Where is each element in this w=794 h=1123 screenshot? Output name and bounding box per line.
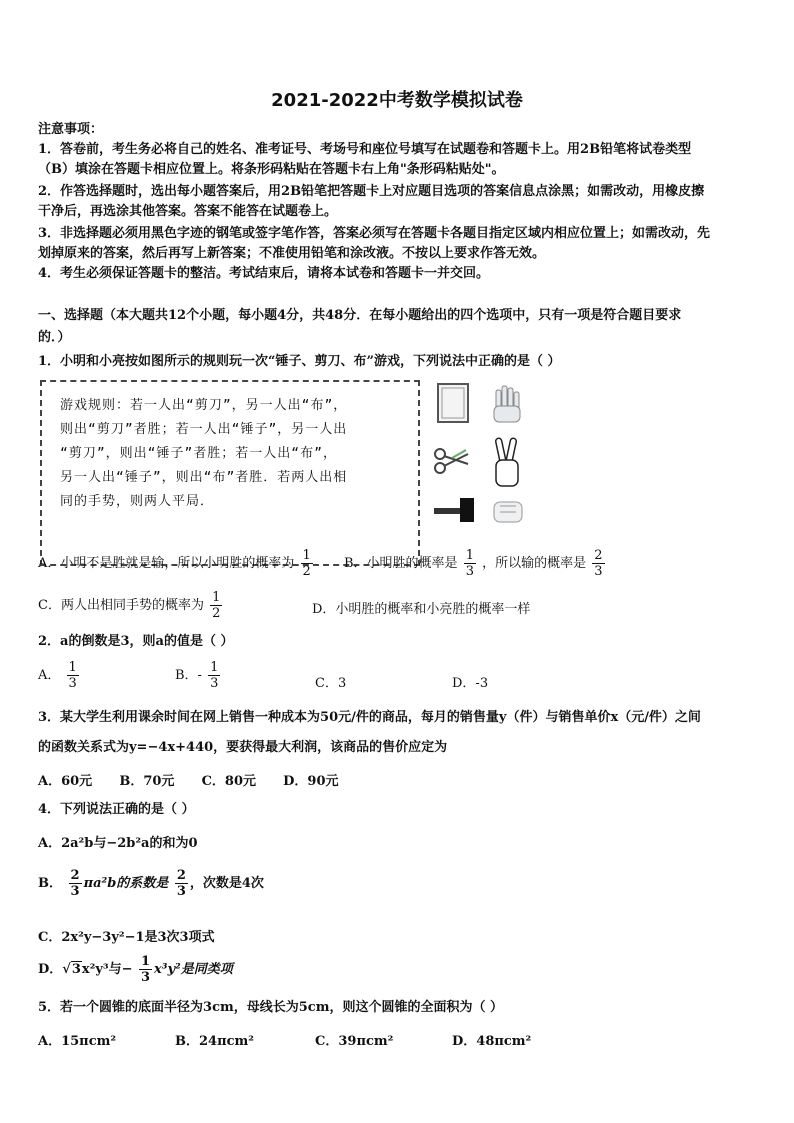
fraction-two-thirds: $\frac{2}{3}$ bbox=[70, 868, 80, 899]
q2-option-a[interactable]: A． $\frac{1}{3}$ bbox=[38, 660, 77, 691]
q5-option-d[interactable]: D．48πcm² bbox=[452, 1034, 532, 1049]
notice-line: （B）填涂在答题卡相应位置上。将条形码粘贴在答题卡右上角"条形码粘贴处"。 bbox=[38, 162, 505, 177]
q1-stem: 1．小明和小亮按如图所示的规则玩一次“锤子、剪刀、布”游戏，下列说法中正确的是（ ） bbox=[38, 354, 561, 369]
paper-icon bbox=[438, 384, 468, 422]
q2-stem: 2．a的倒数是3，则a的值是（ ） bbox=[38, 634, 234, 649]
notice-line: 2．作答选择题时，选出每小题答案后，用2B铅笔把答题卡上对应题目选项的答案信息点涂黑；如需改动，用橡皮擦 bbox=[38, 184, 705, 199]
q1-option-c[interactable]: C．两人出相同手势的概率为 $\frac{1}{2}$ bbox=[38, 590, 221, 621]
fraction-one-third: $\frac{1}{3}$ bbox=[465, 548, 474, 579]
q1-option-a[interactable]: A．小明不是胜就是输，所以小明胜的概率为 $\frac{1}{2}$ bbox=[38, 548, 311, 579]
rules-line: 同的手势，则两人平局． bbox=[60, 494, 215, 509]
rules-line: 则出“剪刀”者胜；若一人出“锤子”，另一人出 bbox=[60, 422, 348, 437]
victory-hand-icon bbox=[495, 438, 518, 486]
q4-stem: 4．下列说法正确的是（ ） bbox=[38, 802, 195, 817]
sqrt-sign: √ bbox=[62, 962, 71, 977]
notice-line: 划掉原来的答案，然后再写上新答案；不准使用铅笔和涂改液。不按以上要求作答无效。 bbox=[38, 246, 546, 261]
q1-option-d[interactable]: D．小明胜的概率和小亮胜的概率一样 bbox=[312, 602, 531, 617]
section-heading-cont: 的．） bbox=[38, 330, 71, 345]
gesture-images bbox=[432, 380, 532, 540]
q3-stem-cont: 的函数关系式为y=−4x+440，要获得最大利润，该商品的售价应定为 bbox=[38, 740, 448, 755]
q2-option-d[interactable]: D．-3 bbox=[452, 676, 489, 691]
q4-option-d[interactable]: D．√3x²y³与− $\frac{1}{3}$ x³y²是同类项 bbox=[38, 954, 233, 985]
fraction-one-third: $\frac{1}{3}$ bbox=[141, 954, 151, 985]
q2-option-c[interactable]: C．3 bbox=[315, 676, 347, 691]
q3-options[interactable]: A．60元 B．70元 C．80元 D．90元 bbox=[38, 774, 339, 789]
q5-option-c[interactable]: C．39πcm² bbox=[315, 1034, 394, 1049]
page-title: 2021-2022中考数学模拟试卷 bbox=[271, 90, 523, 111]
q5-stem: 5．若一个圆锥的底面半径为3cm，母线长为5cm，则这个圆锥的全面积为（ ） bbox=[38, 1000, 504, 1015]
fraction-one-third: $\frac{1}{3}$ bbox=[68, 660, 77, 691]
q5-option-a[interactable]: A．15πcm² bbox=[38, 1034, 117, 1049]
fraction-two-thirds: $\frac{2}{3}$ bbox=[176, 868, 186, 899]
fraction-one-third: $\frac{1}{3}$ bbox=[210, 660, 219, 691]
rules-text bbox=[60, 394, 410, 514]
q3-stem: 3．某大学生利用课余时间在网上销售一种成本为50元/件的商品，每月的销售量y（件）与销售单价x（元/件）之间 bbox=[38, 710, 701, 725]
scissors-icon bbox=[435, 449, 468, 473]
notice-line: 4．考生必须保证答题卡的整洁。考试结束后，请将本试卷和答题卡一并交回。 bbox=[38, 266, 490, 281]
q4-option-a[interactable]: A．2a²b与−2b²a的和为0 bbox=[38, 836, 198, 851]
fraction-one-half: $\frac{1}{2}$ bbox=[302, 548, 311, 579]
q4-option-c[interactable]: C．2x²y−3y²−1是3次3项式 bbox=[38, 930, 215, 945]
section-heading: 一、选择题（本大题共12个小题，每小题4分，共48分．在每小题给出的四个选项中，只有一项是符合题目要求 bbox=[38, 308, 682, 323]
q4-option-b[interactable]: B． $\frac{2}{3}$ πa²b的系数是 $\frac{2}{3}$ ，次数是4次 bbox=[38, 868, 264, 899]
rules-line: “剪刀”，则出“锤子”者胜；若一人出“布”， bbox=[60, 446, 337, 461]
fraction-one-half: $\frac{1}{2}$ bbox=[212, 590, 221, 621]
notice-line: 干净后，再选涂其他答案。答案不能答在试题卷上。 bbox=[38, 204, 338, 219]
hammer-icon bbox=[434, 498, 474, 522]
q1-option-b[interactable]: B．小明胜的概率是 $\frac{1}{3}$ ，所以输的概率是 $\frac{2}{3}$ bbox=[344, 548, 603, 579]
q5-option-b[interactable]: B．24πcm² bbox=[175, 1034, 254, 1049]
rules-line: 另一人出“锤子”，则出“布”者胜．若两人出相 bbox=[60, 470, 348, 485]
notice-line: 1．答卷前，考生务必将自己的姓名、准考证号、考场号和座位号填写在试题卷和答题卡上。用2B铅笔将试卷类型 bbox=[38, 142, 692, 157]
fraction-two-thirds: $\frac{2}{3}$ bbox=[594, 548, 603, 579]
fist-icon bbox=[494, 502, 522, 522]
open-hand-icon bbox=[494, 386, 520, 422]
q2-option-b[interactable]: B．- $\frac{1}{3}$ bbox=[175, 660, 219, 691]
rules-line: 游戏规则：若一人出“剪刀”，另一人出“布”， bbox=[60, 398, 348, 413]
notice-line: 3．非选择题必须用黑色字迹的钢笔或签字笔作答，答案必须写在答题卡各题目指定区域内相应位置上；如需改动，先 bbox=[38, 226, 711, 241]
notice-heading: 注意事项： bbox=[38, 122, 104, 137]
